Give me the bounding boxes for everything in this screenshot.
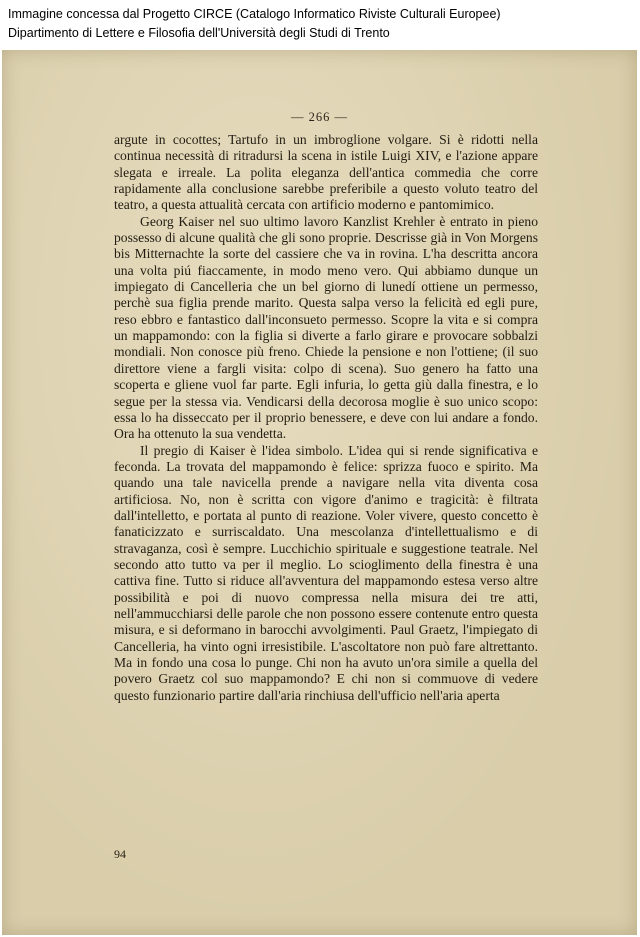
credit-line-1: Immagine concessa dal Progetto CIRCE (Catalogo Informatico Riviste Culturali Europee): [8, 7, 501, 21]
image-credit: [0, 0, 640, 50]
paragraph-2: Georg Kaiser nel suo ultimo lavoro Kanzlist Krehler è entrato in pieno possesso di alcune qualità che gli sono proprie. Descrisse già in Von Morgens bis Mitternachte la sorte del cassiere che va in rovina. L'ha descritta ancora una volta piú fiaccamente, in modo meno vero. Qui abbiamo dunque un impiegato di Cancelleria che un bel giorno di lunedí ottiene un permesso, perchè sua figlia prende marito. Questa salpa verso la felicità ed egli pure, reso ebbro e fantastico dall'inconsueto permesso. Scopre la vita e si compra un mappamondo: con la figlia si diverte a farlo girare e provocare sobbalzi mondiali. Non conosce più freno. Chiede la pensione e non l'ottiene; (il suo direttore viene a fargli visita: colpo di scena). Suo genero ha fatto una scoperta e gliene vuol far parte. Egli infuria, lo getta giù dalla finestra, e lo segue per la stessa via. Vendicarsi della decorosa moglie è suo unico scopo: essa lo ha disseccato per il proprio benessere, e deve con lui andare a fondo. Ora ha ottenuto la sua vendetta.: [114, 213, 538, 442]
credit-line-2: Dipartimento di Lettere e Filosofia dell'Università degli Studi di Trento: [8, 26, 390, 40]
paragraph-3: Il pregio di Kaiser è l'idea simbolo. L'idea qui si rende significativa e feconda. La trovata del mappamondo è felice: sprizza fuoco e spirito. Ma quando una tale navicella prende a navigare nella vita diventa cosa artificiosa. No, non è scritta con vigore d'animo e tragicità: è filtrata dall'intelletto, e portata al punto di reazione. Voler vivere, questo concetto è fanaticizzato e surriscaldato. Una mescolanza d'intellettualismo e di stravaganza, così è sempre. Lucchichio spirituale e suggestione teatrale. Nel secondo atto tutto va per il meglio. Lo scioglimento della finestra è una cattiva fine. Tutto si riduce all'avventura del mappamondo estesa verso altre possibilità e poi di nuovo compressa nella misura dei tre atti, nell'ammucchiarsi delle parole che non possono essere contenute entro questa misura, e si deformano in barocchi avvolgimenti. Paul Graetz, l'impiegato di Cancelleria, ha vinto ogni irresistibile. L'ascoltatore non può fare altrettanto. Ma in fondo una cosa lo punge. Chi non ha avuto un'ora simile a quella del povero Graetz col suo mappamondo? E chi non si commuove di vedere questo funzionario partire dall'aria rinchiusa dell'ufficio nell'aria aperta: [114, 442, 538, 703]
page-folio: 94: [114, 847, 126, 861]
page-body: [114, 132, 538, 704]
paragraph-1: argute in cocottes; Tartufo in un imbroglione volgare. Si è ridotti nella continua necessità di ritradursi la scena in istile Luigi XIV, e l'azione appare slegata e irreale. La polita eleganza dell'antica commedia che corre rapidamente alla conclusione sarebbe preferibile a questo voluto teatro del teatro, a questa attualità cercata con artificio moderno e pantomimico.: [114, 132, 538, 213]
scanned-page: [2, 50, 637, 935]
page-header-number: — 266 —: [291, 110, 348, 124]
